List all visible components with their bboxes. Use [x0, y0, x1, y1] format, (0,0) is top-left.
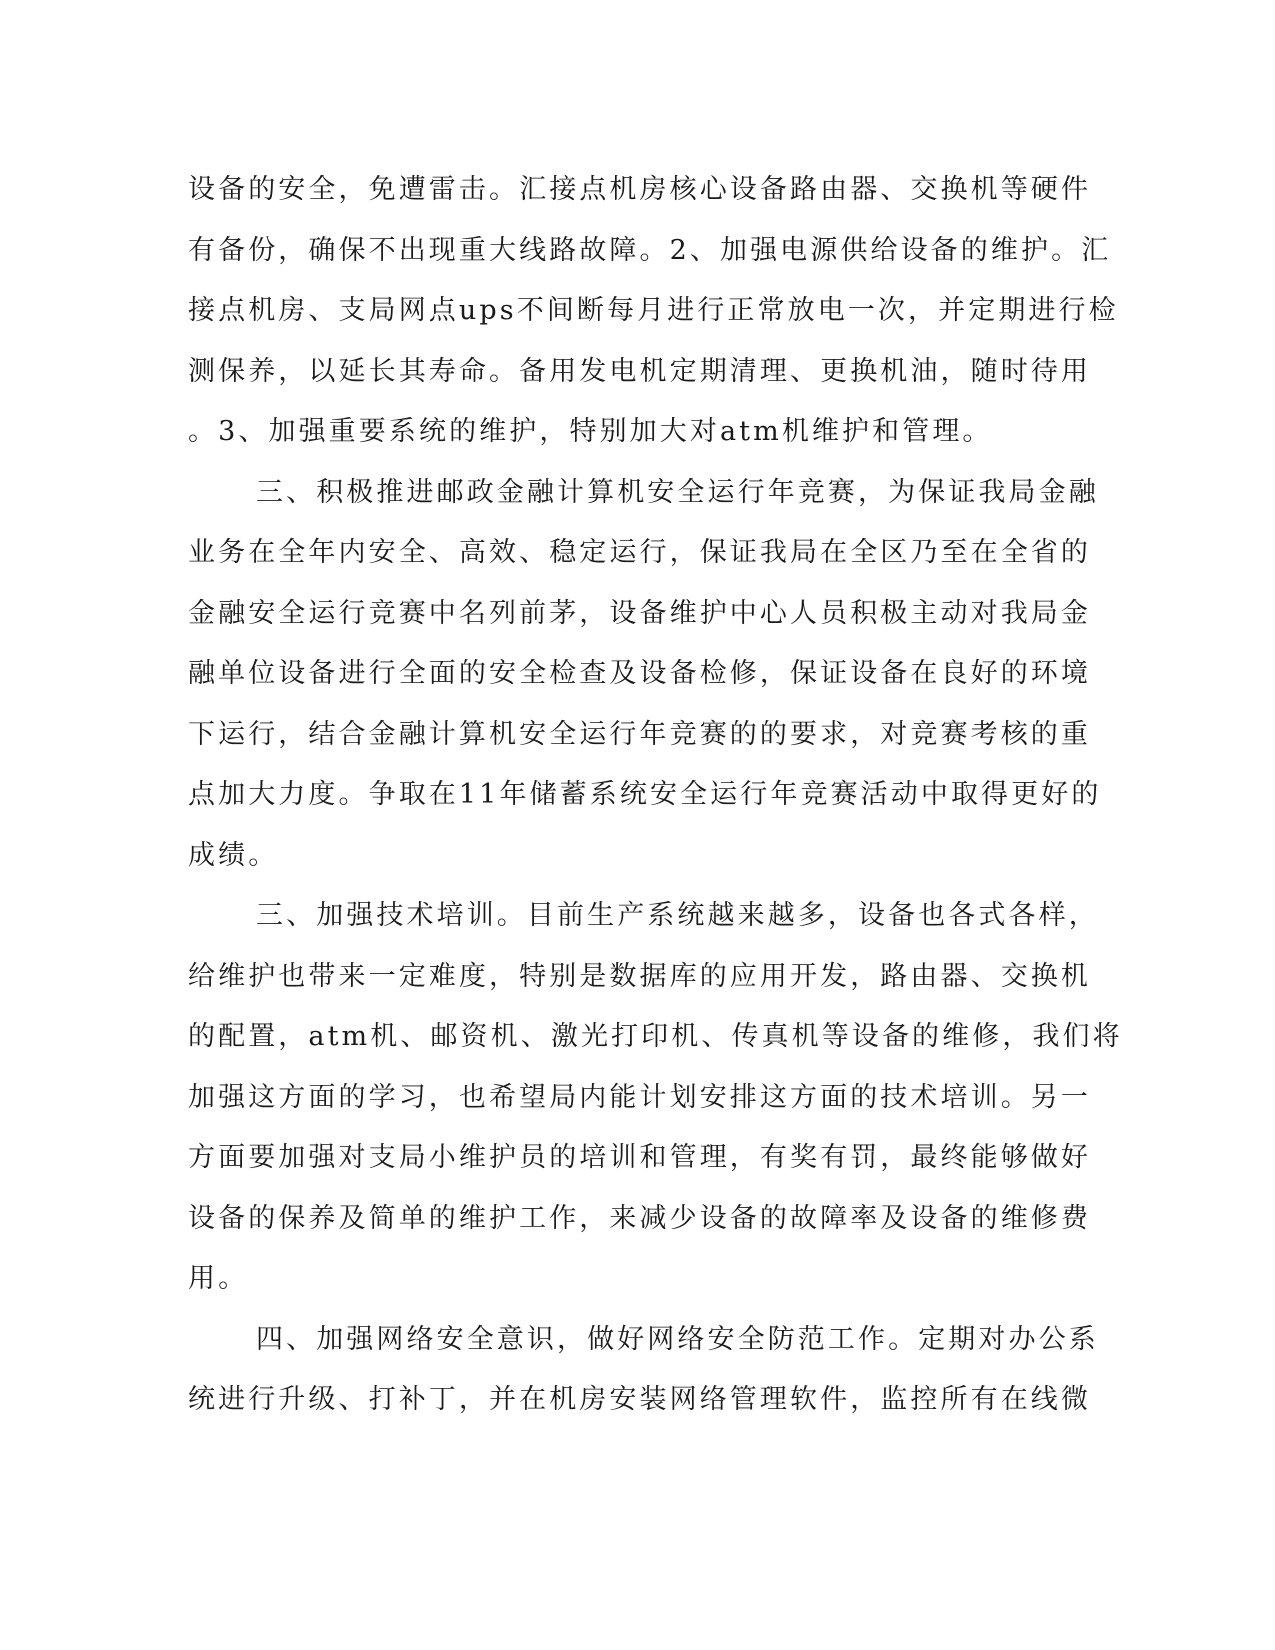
text-line: 有备份，确保不出现重大线路故障。2、加强电源供给设备的维护。汇 — [188, 234, 1112, 266]
text-line: 统进行升级、打补丁，并在机房安装网络管理软件，监控所有在线微 — [188, 1384, 1091, 1415]
text-line: 设备的安全，免遭雷击。汇接点机房核心设备路由器、交换机等硬件 — [188, 174, 1091, 205]
text-line: 点加大力度。争取在11年储蓄系统安全运行年竞赛活动中取得更好的 — [188, 779, 1102, 810]
body-text — [188, 160, 1123, 1431]
text-line: 接点机房、支局网点ups不间断每月进行正常放电一次，并定期进行检 — [188, 295, 1119, 326]
text-line: 成绩。 — [188, 839, 279, 871]
text-line: 用。 — [188, 1263, 249, 1294]
paragraph-start-line: 三、积极推进邮政金融计算机安全运行年竞赛，为保证我局金融 — [256, 476, 1099, 508]
text-line: 下运行，结合金融计算机安全运行年竞赛的的要求，对竞赛考核的重 — [188, 718, 1091, 750]
text-line: 测保养，以延长其寿命。备用发电机定期清理、更换机油，随时待用 — [188, 355, 1091, 387]
text-line: 金融安全运行竞赛中名列前茅，设备维护中心人员积极主动对我局金 — [188, 597, 1091, 629]
paragraph-start-line: 四、加强网络安全意识，做好网络安全防范工作。定期对办公系 — [256, 1323, 1099, 1355]
text-line: 的配置，atm机、邮资机、激光打印机、传真机等设备的维修，我们将 — [188, 1021, 1123, 1052]
text-line: 加强这方面的学习，也希望局内能计划安排这方面的技术培训。另一 — [188, 1081, 1091, 1113]
text-line: 设备的保养及简单的维护工作，来减少设备的故障率及设备的维修费 — [188, 1202, 1091, 1234]
text-line: 。3、加强重要系统的维护，特别加大对atm机维护和管理。 — [188, 416, 993, 447]
text-line: 给维护也带来一定难度，特别是数据库的应用开发，路由器、交换机 — [188, 960, 1091, 992]
text-line: 融单位设备进行全面的安全检查及设备检修，保证设备在良好的环境 — [188, 658, 1091, 689]
paragraph-start-line: 三、加强技术培训。目前生产系统越来越多，设备也各式各样， — [256, 900, 1099, 931]
text-line: 方面要加强对支局小维护员的培训和管理，有奖有罚，最终能够做好 — [188, 1142, 1091, 1173]
text-line: 业务在全年内安全、高效、稳定运行，保证我局在全区乃至在全省的 — [188, 537, 1091, 568]
